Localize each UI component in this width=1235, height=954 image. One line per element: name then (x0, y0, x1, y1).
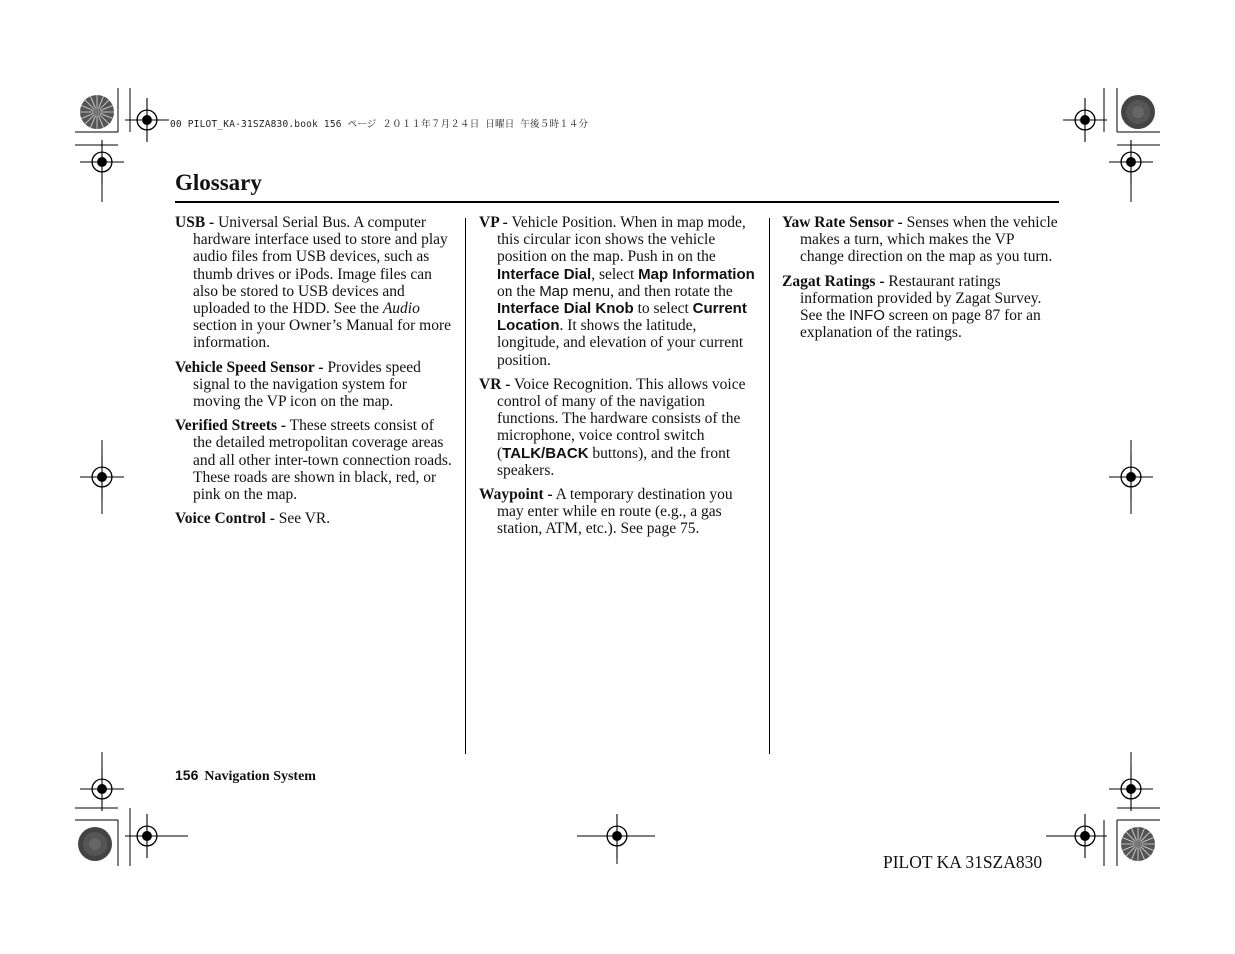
term-vr: VR - (479, 375, 511, 393)
page-number: 156 (175, 767, 199, 783)
title-rule (175, 201, 1059, 203)
term-voice-control: Voice Control - (175, 510, 275, 528)
ui-map-information: Map Information (638, 265, 755, 283)
ui-info: INFO (849, 307, 885, 325)
entry-yaw-rate-sensor: Yaw Rate Sensor - Senses when the vehicle makes a turn, which makes the VP change direction on the map as you turn. (782, 214, 1058, 266)
term-usb: USB - (175, 214, 215, 231)
glossary-column-2 (479, 214, 759, 545)
ui-current-location: Current Location (497, 300, 747, 335)
term-waypoint: Waypoint - (479, 486, 553, 504)
page-title: Glossary (175, 170, 262, 195)
ui-talk-back: TALK/BACK (502, 444, 589, 462)
audio-section-ref: Audio (382, 300, 420, 318)
entry-vr: VR - Voice Recognition. This allows voice control of many of the navigation functions. The hardware consists of the microphone, voice control switch (TALK/BACK buttons), and the front speakers. (479, 375, 746, 479)
term-verified-streets: Verified Streets - (175, 417, 287, 435)
ui-interface-dial-knob: Interface Dial Knob (497, 300, 634, 318)
term-yaw-rate-sensor: Yaw Rate Sensor - (782, 214, 903, 231)
ui-interface-dial: Interface Dial (497, 265, 592, 283)
column-divider (465, 218, 466, 754)
model-code: PILOT KA 31SZA830 (883, 852, 1043, 872)
entry-vehicle-speed-sensor: Vehicle Speed Sensor - Provides speed signal to the navigation system for moving the VP icon on the map. (175, 358, 421, 411)
ui-map-menu: Map menu (539, 282, 611, 300)
entry-voice-control: Voice Control - See VR. (175, 510, 331, 528)
glossary-column-1 (175, 214, 453, 534)
entry-vp: VP - Vehicle Position. When in map mode, this circular icon shows the vehicle position on the map. Push in on the Interface Dial, select Map Information on the Map menu, and then rotate the Interface Dial Knob to select Current Location. It shows the latitude, longitude, and elevation of your current position. (479, 214, 755, 369)
section-name: Navigation System (204, 769, 316, 784)
entry-verified-streets: Verified Streets - These streets consist of the detailed metropolitan coverage areas and all other inter-town connection roads. These roads are shown in black, red, or pink on the map. (175, 417, 452, 504)
term-vehicle-speed-sensor: Vehicle Speed Sensor - (175, 358, 324, 376)
column-divider (769, 218, 770, 754)
print-file-header: 00 PILOT_KA-31SZA830.book 156 ページ ２０１１年７月２４日 日曜日 午後５時１４分 (170, 119, 589, 130)
entry-waypoint: Waypoint - A temporary destination you may enter while en route (e.g., a gas station, ATM, etc.). See page 75. (479, 486, 733, 538)
term-zagat-ratings: Zagat Ratings - (782, 272, 885, 290)
entry-zagat-ratings: Zagat Ratings - Restaurant ratings information provided by Zagat Survey. See the INFO screen on page 87 for an explanation of the ratings. (782, 272, 1042, 342)
page-footer (175, 767, 316, 785)
term-vp: VP - (479, 214, 508, 231)
glossary-column-3 (782, 214, 1058, 348)
entry-usb: USB - Universal Serial Bus. A computer hardware interface used to store and play audio files from USB devices, such as thumb drives or iPods. Image files can also be stored to USB devices and uploaded to the HDD. See the Audio section in your Owner’s Manual for more information. (175, 214, 451, 352)
